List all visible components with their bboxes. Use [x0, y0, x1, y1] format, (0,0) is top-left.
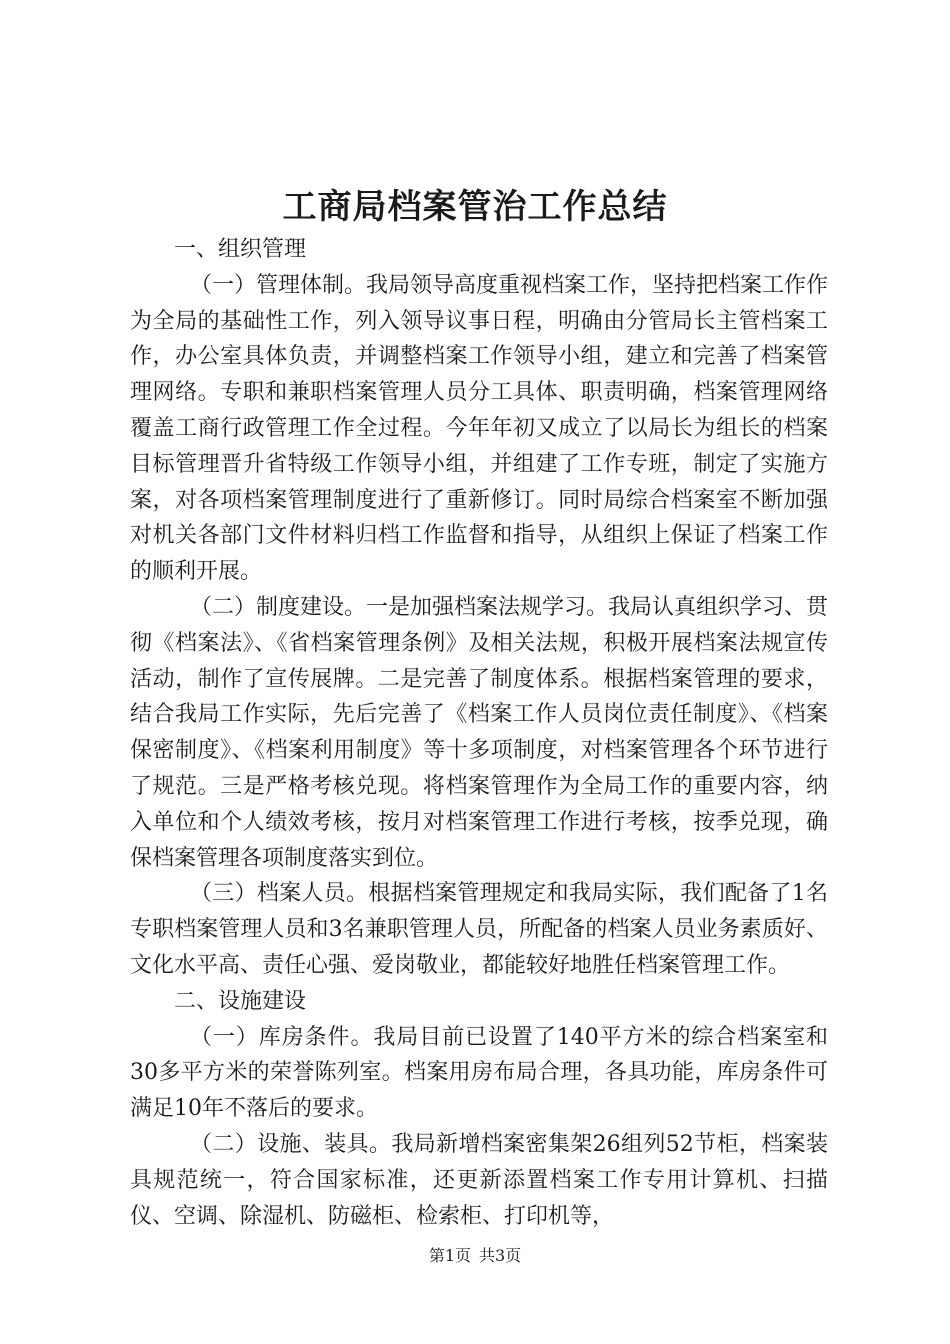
paragraph: （一）库房条件。我局目前已设置了140平方米的综合档案室和30多平方米的荣誉陈列室。档案用房布局合理，各具功能，库房条件可满足10年不落后的要求。: [130, 1024, 828, 1122]
page-total: 共3页: [479, 1246, 522, 1265]
document-body: [130, 232, 828, 1234]
section-heading: 二、设施建设: [174, 988, 307, 1014]
document-title: 工商局档案管治工作总结: [282, 187, 668, 227]
section-heading: 一、组织管理: [174, 237, 307, 262]
page-footer: [0, 1245, 950, 1267]
paragraph: （二）设施、装具。我局新增档案密集架26组列52节柜，档案装具规范统一，符合国家标准，还更新添置档案工作专用计算机、扫描仪、空调、除湿机、防磁柜、检索柜、打印机等，: [130, 1131, 828, 1229]
page-number: 第1页: [428, 1246, 471, 1265]
paragraph: （一）管理体制。我局领导高度重视档案工作，坚持把档案工作作为全局的基础性工作，列入领导议事日程，明确由分管局长主管档案工作，办公室具体负责，并调整档案工作领导小组，建立和完善了档案管理网络。专职和兼职档案管理人员分工具体、职责明确，档案管理网络覆盖工商行政管理工作全过程。今年年初又成立了以局长为组长的档案目标管理晋升省特级工作领导小组，并组建了工作专班，制定了实施方案，对各项档案管理制度进行了重新修订。同时局综合档案室不断加强对机关各部门文件材料归档工作监督和指导，从组织上保证了档案工作的顺利开展。: [130, 272, 829, 585]
paragraph: （三）档案人员。根据档案管理规定和我局实际，我们配备了1名专职档案管理人员和3名兼职管理人员，所配备的档案人员业务素质好、文化水平高、责任心强、爱岗敬业，都能较好地胜任档案管理工作。: [130, 881, 828, 978]
paragraph: （二）制度建设。一是加强档案法规学习。我局认真组织学习、贯彻《档案法》、《省档案管理条例》及相关法规，积极开展档案法规宣传活动，制作了宣传展牌。二是完善了制度体系。根据档案管理的要求，结合我局工作实际，先后完善了《档案工作人员岗位责任制度》、《档案保密制度》、《档案利用制度》等十多项制度，对档案管理各个环节进行了规范。三是严格考核兑现。将档案管理作为全局工作的重要内容，纳入单位和个人绩效考核，按月对档案管理工作进行考核，按季兑现，确保档案管理各项制度落实到位。: [130, 594, 829, 871]
